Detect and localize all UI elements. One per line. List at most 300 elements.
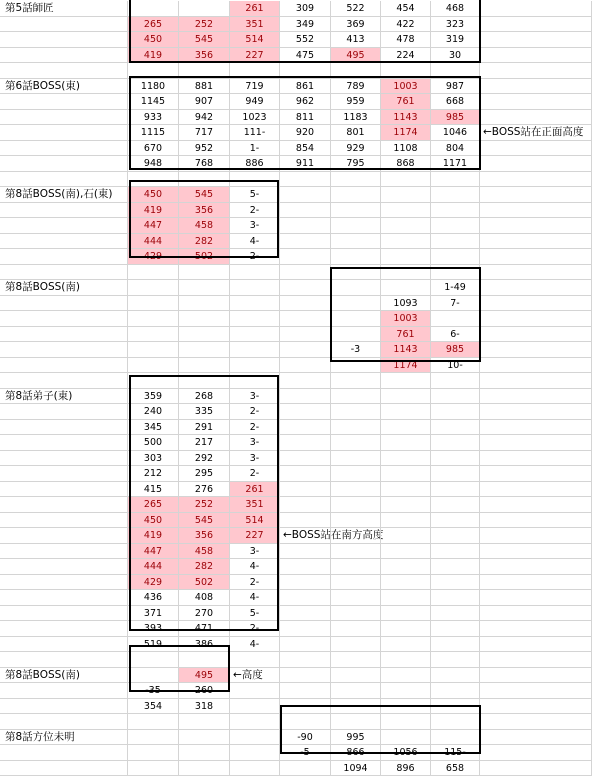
empty-cell[interactable] [480, 389, 592, 405]
empty-cell[interactable] [381, 730, 431, 746]
empty-cell[interactable] [381, 218, 431, 234]
data-cell[interactable]: 6- [431, 327, 480, 343]
empty-cell[interactable] [280, 497, 331, 513]
empty-cell[interactable] [280, 296, 331, 312]
data-cell[interactable]: 413 [331, 32, 381, 48]
data-cell[interactable]: 962 [280, 94, 331, 110]
empty-cell[interactable] [480, 265, 592, 281]
empty-cell[interactable] [431, 435, 480, 451]
data-cell[interactable]: 270 [179, 606, 230, 622]
highlighted-cell[interactable]: 265 [128, 497, 179, 513]
highlighted-cell[interactable]: 450 [128, 513, 179, 529]
empty-cell[interactable] [431, 265, 480, 281]
section-label[interactable]: 第8話BOSS(南) [0, 280, 128, 296]
empty-cell[interactable] [480, 745, 592, 761]
empty-cell[interactable] [331, 590, 381, 606]
section-label[interactable]: 第8話方位未明 [0, 730, 128, 746]
data-cell[interactable]: 386 [179, 637, 230, 653]
highlighted-cell[interactable]: 458 [179, 544, 230, 560]
empty-cell[interactable] [381, 234, 431, 250]
data-cell[interactable]: 303 [128, 451, 179, 467]
data-cell[interactable]: 949 [230, 94, 280, 110]
highlighted-cell[interactable]: 252 [179, 497, 230, 513]
data-cell[interactable]: 519 [128, 637, 179, 653]
empty-cell[interactable] [0, 32, 128, 48]
data-cell[interactable]: 369 [331, 17, 381, 33]
data-cell[interactable]: 552 [280, 32, 331, 48]
empty-cell[interactable] [0, 451, 128, 467]
empty-cell[interactable] [230, 714, 280, 730]
empty-cell[interactable] [331, 621, 381, 637]
empty-cell[interactable] [230, 358, 280, 374]
empty-cell[interactable] [381, 435, 431, 451]
empty-cell[interactable] [128, 730, 179, 746]
empty-cell[interactable] [179, 730, 230, 746]
empty-cell[interactable] [480, 358, 592, 374]
empty-cell[interactable] [280, 234, 331, 250]
empty-cell[interactable] [179, 761, 230, 776]
empty-cell[interactable] [480, 280, 592, 296]
data-cell[interactable]: 3- [230, 435, 280, 451]
highlighted-cell[interactable]: 514 [230, 513, 280, 529]
empty-cell[interactable] [280, 466, 331, 482]
data-cell[interactable]: 929 [331, 141, 381, 157]
empty-cell[interactable] [280, 513, 331, 529]
empty-cell[interactable] [0, 404, 128, 420]
empty-cell[interactable] [331, 404, 381, 420]
data-cell[interactable]: 896 [381, 761, 431, 776]
empty-cell[interactable] [280, 404, 331, 420]
data-cell[interactable]: 436 [128, 590, 179, 606]
empty-cell[interactable] [480, 528, 592, 544]
empty-cell[interactable] [331, 652, 381, 668]
data-cell[interactable]: 323 [431, 17, 480, 33]
empty-cell[interactable] [381, 451, 431, 467]
data-cell[interactable]: 861 [280, 79, 331, 95]
empty-cell[interactable] [381, 420, 431, 436]
empty-cell[interactable] [0, 172, 128, 188]
empty-cell[interactable] [431, 621, 480, 637]
empty-cell[interactable] [331, 637, 381, 653]
empty-cell[interactable] [280, 621, 331, 637]
empty-cell[interactable] [381, 265, 431, 281]
data-cell[interactable]: 2- [230, 621, 280, 637]
empty-cell[interactable] [480, 497, 592, 513]
highlighted-cell[interactable]: 429 [128, 249, 179, 265]
empty-cell[interactable] [431, 606, 480, 622]
empty-cell[interactable] [280, 311, 331, 327]
empty-cell[interactable] [179, 172, 230, 188]
empty-cell[interactable] [381, 621, 431, 637]
empty-cell[interactable] [331, 528, 381, 544]
data-cell[interactable]: 3- [230, 544, 280, 560]
highlighted-cell[interactable]: 1003 [381, 79, 431, 95]
data-cell[interactable]: 1- [230, 141, 280, 157]
empty-cell[interactable] [381, 497, 431, 513]
empty-cell[interactable] [480, 652, 592, 668]
highlighted-cell[interactable]: 985 [431, 342, 480, 358]
data-cell[interactable]: 5- [230, 606, 280, 622]
empty-cell[interactable] [480, 218, 592, 234]
data-cell[interactable]: 260 [179, 683, 230, 699]
empty-cell[interactable] [480, 296, 592, 312]
data-cell[interactable]: -5 [280, 745, 331, 761]
highlighted-cell[interactable]: 356 [179, 203, 230, 219]
highlighted-cell[interactable]: 545 [179, 32, 230, 48]
empty-cell[interactable] [431, 373, 480, 389]
empty-cell[interactable] [280, 699, 331, 715]
empty-cell[interactable] [331, 482, 381, 498]
empty-cell[interactable] [480, 544, 592, 560]
empty-cell[interactable] [480, 1, 592, 17]
empty-cell[interactable] [280, 187, 331, 203]
empty-cell[interactable] [128, 342, 179, 358]
empty-cell[interactable] [280, 327, 331, 343]
empty-cell[interactable] [179, 296, 230, 312]
data-cell[interactable]: 500 [128, 435, 179, 451]
highlighted-cell[interactable]: 1143 [381, 342, 431, 358]
annotation-note[interactable]: ←高度 [230, 668, 280, 684]
data-cell[interactable]: 475 [280, 48, 331, 64]
empty-cell[interactable] [280, 342, 331, 358]
empty-cell[interactable] [480, 482, 592, 498]
section-label[interactable]: 第6話BOSS(東) [0, 79, 128, 95]
empty-cell[interactable] [381, 683, 431, 699]
data-cell[interactable]: 217 [179, 435, 230, 451]
empty-cell[interactable] [0, 745, 128, 761]
highlighted-cell[interactable]: 985 [431, 110, 480, 126]
empty-cell[interactable] [128, 311, 179, 327]
data-cell[interactable]: 1023 [230, 110, 280, 126]
data-cell[interactable]: 1046 [431, 125, 480, 141]
data-cell[interactable]: 1094 [331, 761, 381, 776]
highlighted-cell[interactable]: 265 [128, 17, 179, 33]
empty-cell[interactable] [381, 637, 431, 653]
empty-cell[interactable] [381, 249, 431, 265]
data-cell[interactable]: 111- [230, 125, 280, 141]
highlighted-cell[interactable]: 502 [179, 249, 230, 265]
empty-cell[interactable] [0, 699, 128, 715]
empty-cell[interactable] [0, 17, 128, 33]
empty-cell[interactable] [331, 234, 381, 250]
data-cell[interactable]: 319 [431, 32, 480, 48]
empty-cell[interactable] [381, 280, 431, 296]
empty-cell[interactable] [480, 79, 592, 95]
data-cell[interactable]: 408 [179, 590, 230, 606]
empty-cell[interactable] [381, 187, 431, 203]
empty-cell[interactable] [280, 172, 331, 188]
empty-cell[interactable] [431, 652, 480, 668]
data-cell[interactable]: 354 [128, 699, 179, 715]
empty-cell[interactable] [480, 249, 592, 265]
empty-cell[interactable] [280, 280, 331, 296]
empty-cell[interactable] [0, 218, 128, 234]
empty-cell[interactable] [381, 652, 431, 668]
annotation-note[interactable]: ←BOSS站在南方高度 [280, 528, 331, 544]
empty-cell[interactable] [331, 466, 381, 482]
data-cell[interactable]: -35 [128, 683, 179, 699]
data-cell[interactable]: 948 [128, 156, 179, 172]
data-cell[interactable]: 795 [331, 156, 381, 172]
data-cell[interactable]: 1056 [381, 745, 431, 761]
empty-cell[interactable] [230, 683, 280, 699]
data-cell[interactable]: 942 [179, 110, 230, 126]
data-cell[interactable]: 291 [179, 420, 230, 436]
empty-cell[interactable] [331, 513, 381, 529]
empty-cell[interactable] [331, 714, 381, 730]
empty-cell[interactable] [230, 296, 280, 312]
data-cell[interactable]: 1115 [128, 125, 179, 141]
empty-cell[interactable] [179, 63, 230, 79]
empty-cell[interactable] [431, 404, 480, 420]
highlighted-cell[interactable]: 458 [179, 218, 230, 234]
empty-cell[interactable] [179, 373, 230, 389]
empty-cell[interactable] [331, 575, 381, 591]
highlighted-cell[interactable]: 450 [128, 187, 179, 203]
data-cell[interactable]: 886 [230, 156, 280, 172]
data-cell[interactable]: 866 [331, 745, 381, 761]
data-cell[interactable]: 4- [230, 234, 280, 250]
empty-cell[interactable] [0, 497, 128, 513]
empty-cell[interactable] [280, 575, 331, 591]
data-cell[interactable]: 468 [431, 1, 480, 17]
data-cell[interactable]: 1108 [381, 141, 431, 157]
empty-cell[interactable] [0, 513, 128, 529]
highlighted-cell[interactable]: 450 [128, 32, 179, 48]
empty-cell[interactable] [280, 714, 331, 730]
data-cell[interactable]: 881 [179, 79, 230, 95]
empty-cell[interactable] [480, 683, 592, 699]
empty-cell[interactable] [431, 451, 480, 467]
empty-cell[interactable] [480, 730, 592, 746]
empty-cell[interactable] [0, 141, 128, 157]
section-label[interactable]: 第8話弟子(東) [0, 389, 128, 405]
empty-cell[interactable] [0, 559, 128, 575]
data-cell[interactable]: 2- [230, 420, 280, 436]
empty-cell[interactable] [381, 699, 431, 715]
data-cell[interactable]: 768 [179, 156, 230, 172]
empty-cell[interactable] [128, 745, 179, 761]
empty-cell[interactable] [0, 311, 128, 327]
empty-cell[interactable] [179, 652, 230, 668]
empty-cell[interactable] [381, 590, 431, 606]
empty-cell[interactable] [0, 156, 128, 172]
data-cell[interactable]: -3 [331, 342, 381, 358]
empty-cell[interactable] [230, 327, 280, 343]
data-cell[interactable]: 670 [128, 141, 179, 157]
empty-cell[interactable] [431, 668, 480, 684]
highlighted-cell[interactable]: 227 [230, 48, 280, 64]
empty-cell[interactable] [0, 575, 128, 591]
empty-cell[interactable] [331, 63, 381, 79]
data-cell[interactable]: 3- [230, 451, 280, 467]
empty-cell[interactable] [331, 699, 381, 715]
empty-cell[interactable] [480, 699, 592, 715]
empty-cell[interactable] [331, 172, 381, 188]
data-cell[interactable]: 422 [381, 17, 431, 33]
empty-cell[interactable] [128, 296, 179, 312]
empty-cell[interactable] [431, 497, 480, 513]
empty-cell[interactable] [331, 327, 381, 343]
highlighted-cell[interactable]: 444 [128, 234, 179, 250]
empty-cell[interactable] [230, 761, 280, 776]
highlighted-cell[interactable]: 1003 [381, 311, 431, 327]
highlighted-cell[interactable]: 447 [128, 544, 179, 560]
empty-cell[interactable] [431, 714, 480, 730]
empty-cell[interactable] [280, 373, 331, 389]
empty-cell[interactable] [431, 63, 480, 79]
empty-cell[interactable] [0, 327, 128, 343]
empty-cell[interactable] [280, 203, 331, 219]
empty-cell[interactable] [480, 590, 592, 606]
empty-cell[interactable] [480, 110, 592, 126]
empty-cell[interactable] [230, 280, 280, 296]
empty-cell[interactable] [381, 528, 431, 544]
empty-cell[interactable] [381, 606, 431, 622]
highlighted-cell[interactable]: 227 [230, 528, 280, 544]
data-cell[interactable]: 804 [431, 141, 480, 157]
annotation-note[interactable]: ←BOSS站在正面高度 [480, 125, 592, 141]
empty-cell[interactable] [230, 63, 280, 79]
highlighted-cell[interactable]: 761 [381, 94, 431, 110]
data-cell[interactable]: 318 [179, 699, 230, 715]
empty-cell[interactable] [331, 668, 381, 684]
empty-cell[interactable] [331, 606, 381, 622]
empty-cell[interactable] [480, 141, 592, 157]
data-cell[interactable]: 811 [280, 110, 331, 126]
data-cell[interactable]: 668 [431, 94, 480, 110]
highlighted-cell[interactable]: 252 [179, 17, 230, 33]
empty-cell[interactable] [431, 466, 480, 482]
highlighted-cell[interactable]: 447 [128, 218, 179, 234]
empty-cell[interactable] [0, 528, 128, 544]
empty-cell[interactable] [0, 358, 128, 374]
empty-cell[interactable] [431, 311, 480, 327]
empty-cell[interactable] [179, 280, 230, 296]
highlighted-cell[interactable]: 444 [128, 559, 179, 575]
empty-cell[interactable] [331, 544, 381, 560]
empty-cell[interactable] [280, 451, 331, 467]
data-cell[interactable]: 3- [230, 218, 280, 234]
empty-cell[interactable] [230, 699, 280, 715]
empty-cell[interactable] [280, 559, 331, 575]
empty-cell[interactable] [431, 699, 480, 715]
empty-cell[interactable] [128, 358, 179, 374]
highlighted-cell[interactable]: 1143 [381, 110, 431, 126]
empty-cell[interactable] [230, 342, 280, 358]
empty-cell[interactable] [480, 404, 592, 420]
empty-cell[interactable] [331, 373, 381, 389]
data-cell[interactable]: 371 [128, 606, 179, 622]
empty-cell[interactable] [431, 559, 480, 575]
empty-cell[interactable] [0, 637, 128, 653]
empty-cell[interactable] [331, 435, 381, 451]
empty-cell[interactable] [128, 714, 179, 730]
empty-cell[interactable] [331, 358, 381, 374]
empty-cell[interactable] [480, 17, 592, 33]
empty-cell[interactable] [331, 218, 381, 234]
empty-cell[interactable] [381, 668, 431, 684]
empty-cell[interactable] [480, 714, 592, 730]
empty-cell[interactable] [431, 187, 480, 203]
empty-cell[interactable] [179, 311, 230, 327]
data-cell[interactable]: 335 [179, 404, 230, 420]
highlighted-cell[interactable]: 429 [128, 575, 179, 591]
empty-cell[interactable] [431, 730, 480, 746]
highlighted-cell[interactable]: 495 [331, 48, 381, 64]
data-cell[interactable]: 719 [230, 79, 280, 95]
data-cell[interactable]: 240 [128, 404, 179, 420]
empty-cell[interactable] [280, 420, 331, 436]
highlighted-cell[interactable]: 261 [230, 1, 280, 17]
empty-cell[interactable] [431, 249, 480, 265]
empty-cell[interactable] [179, 342, 230, 358]
empty-cell[interactable] [280, 265, 331, 281]
empty-cell[interactable] [280, 544, 331, 560]
empty-cell[interactable] [381, 714, 431, 730]
empty-cell[interactable] [381, 172, 431, 188]
empty-cell[interactable] [0, 110, 128, 126]
empty-cell[interactable] [331, 389, 381, 405]
data-cell[interactable]: 987 [431, 79, 480, 95]
highlighted-cell[interactable]: 502 [179, 575, 230, 591]
data-cell[interactable]: 4- [230, 559, 280, 575]
empty-cell[interactable] [480, 621, 592, 637]
empty-cell[interactable] [280, 606, 331, 622]
empty-cell[interactable] [128, 327, 179, 343]
data-cell[interactable]: 1180 [128, 79, 179, 95]
highlighted-cell[interactable]: 351 [230, 497, 280, 513]
empty-cell[interactable] [331, 280, 381, 296]
empty-cell[interactable] [381, 466, 431, 482]
data-cell[interactable]: 295 [179, 466, 230, 482]
empty-cell[interactable] [431, 683, 480, 699]
highlighted-cell[interactable]: 419 [128, 48, 179, 64]
empty-cell[interactable] [381, 389, 431, 405]
empty-cell[interactable] [431, 544, 480, 560]
empty-cell[interactable] [128, 652, 179, 668]
data-cell[interactable]: 1-49 [431, 280, 480, 296]
empty-cell[interactable] [331, 296, 381, 312]
data-cell[interactable]: 2- [230, 203, 280, 219]
empty-cell[interactable] [280, 482, 331, 498]
empty-cell[interactable] [128, 668, 179, 684]
highlighted-cell[interactable]: 419 [128, 203, 179, 219]
empty-cell[interactable] [480, 94, 592, 110]
empty-cell[interactable] [480, 327, 592, 343]
data-cell[interactable]: 907 [179, 94, 230, 110]
empty-cell[interactable] [381, 559, 431, 575]
data-cell[interactable]: 933 [128, 110, 179, 126]
empty-cell[interactable] [381, 513, 431, 529]
empty-cell[interactable] [280, 218, 331, 234]
data-cell[interactable]: 224 [381, 48, 431, 64]
data-cell[interactable]: 952 [179, 141, 230, 157]
data-cell[interactable]: 276 [179, 482, 230, 498]
highlighted-cell[interactable]: 761 [381, 327, 431, 343]
empty-cell[interactable] [331, 420, 381, 436]
highlighted-cell[interactable]: 514 [230, 32, 280, 48]
empty-cell[interactable] [480, 435, 592, 451]
data-cell[interactable]: 1093 [381, 296, 431, 312]
data-cell[interactable]: 789 [331, 79, 381, 95]
empty-cell[interactable] [179, 745, 230, 761]
data-cell[interactable]: 658 [431, 761, 480, 776]
empty-cell[interactable] [480, 234, 592, 250]
empty-cell[interactable] [431, 482, 480, 498]
empty-cell[interactable] [179, 714, 230, 730]
data-cell[interactable]: 309 [280, 1, 331, 17]
